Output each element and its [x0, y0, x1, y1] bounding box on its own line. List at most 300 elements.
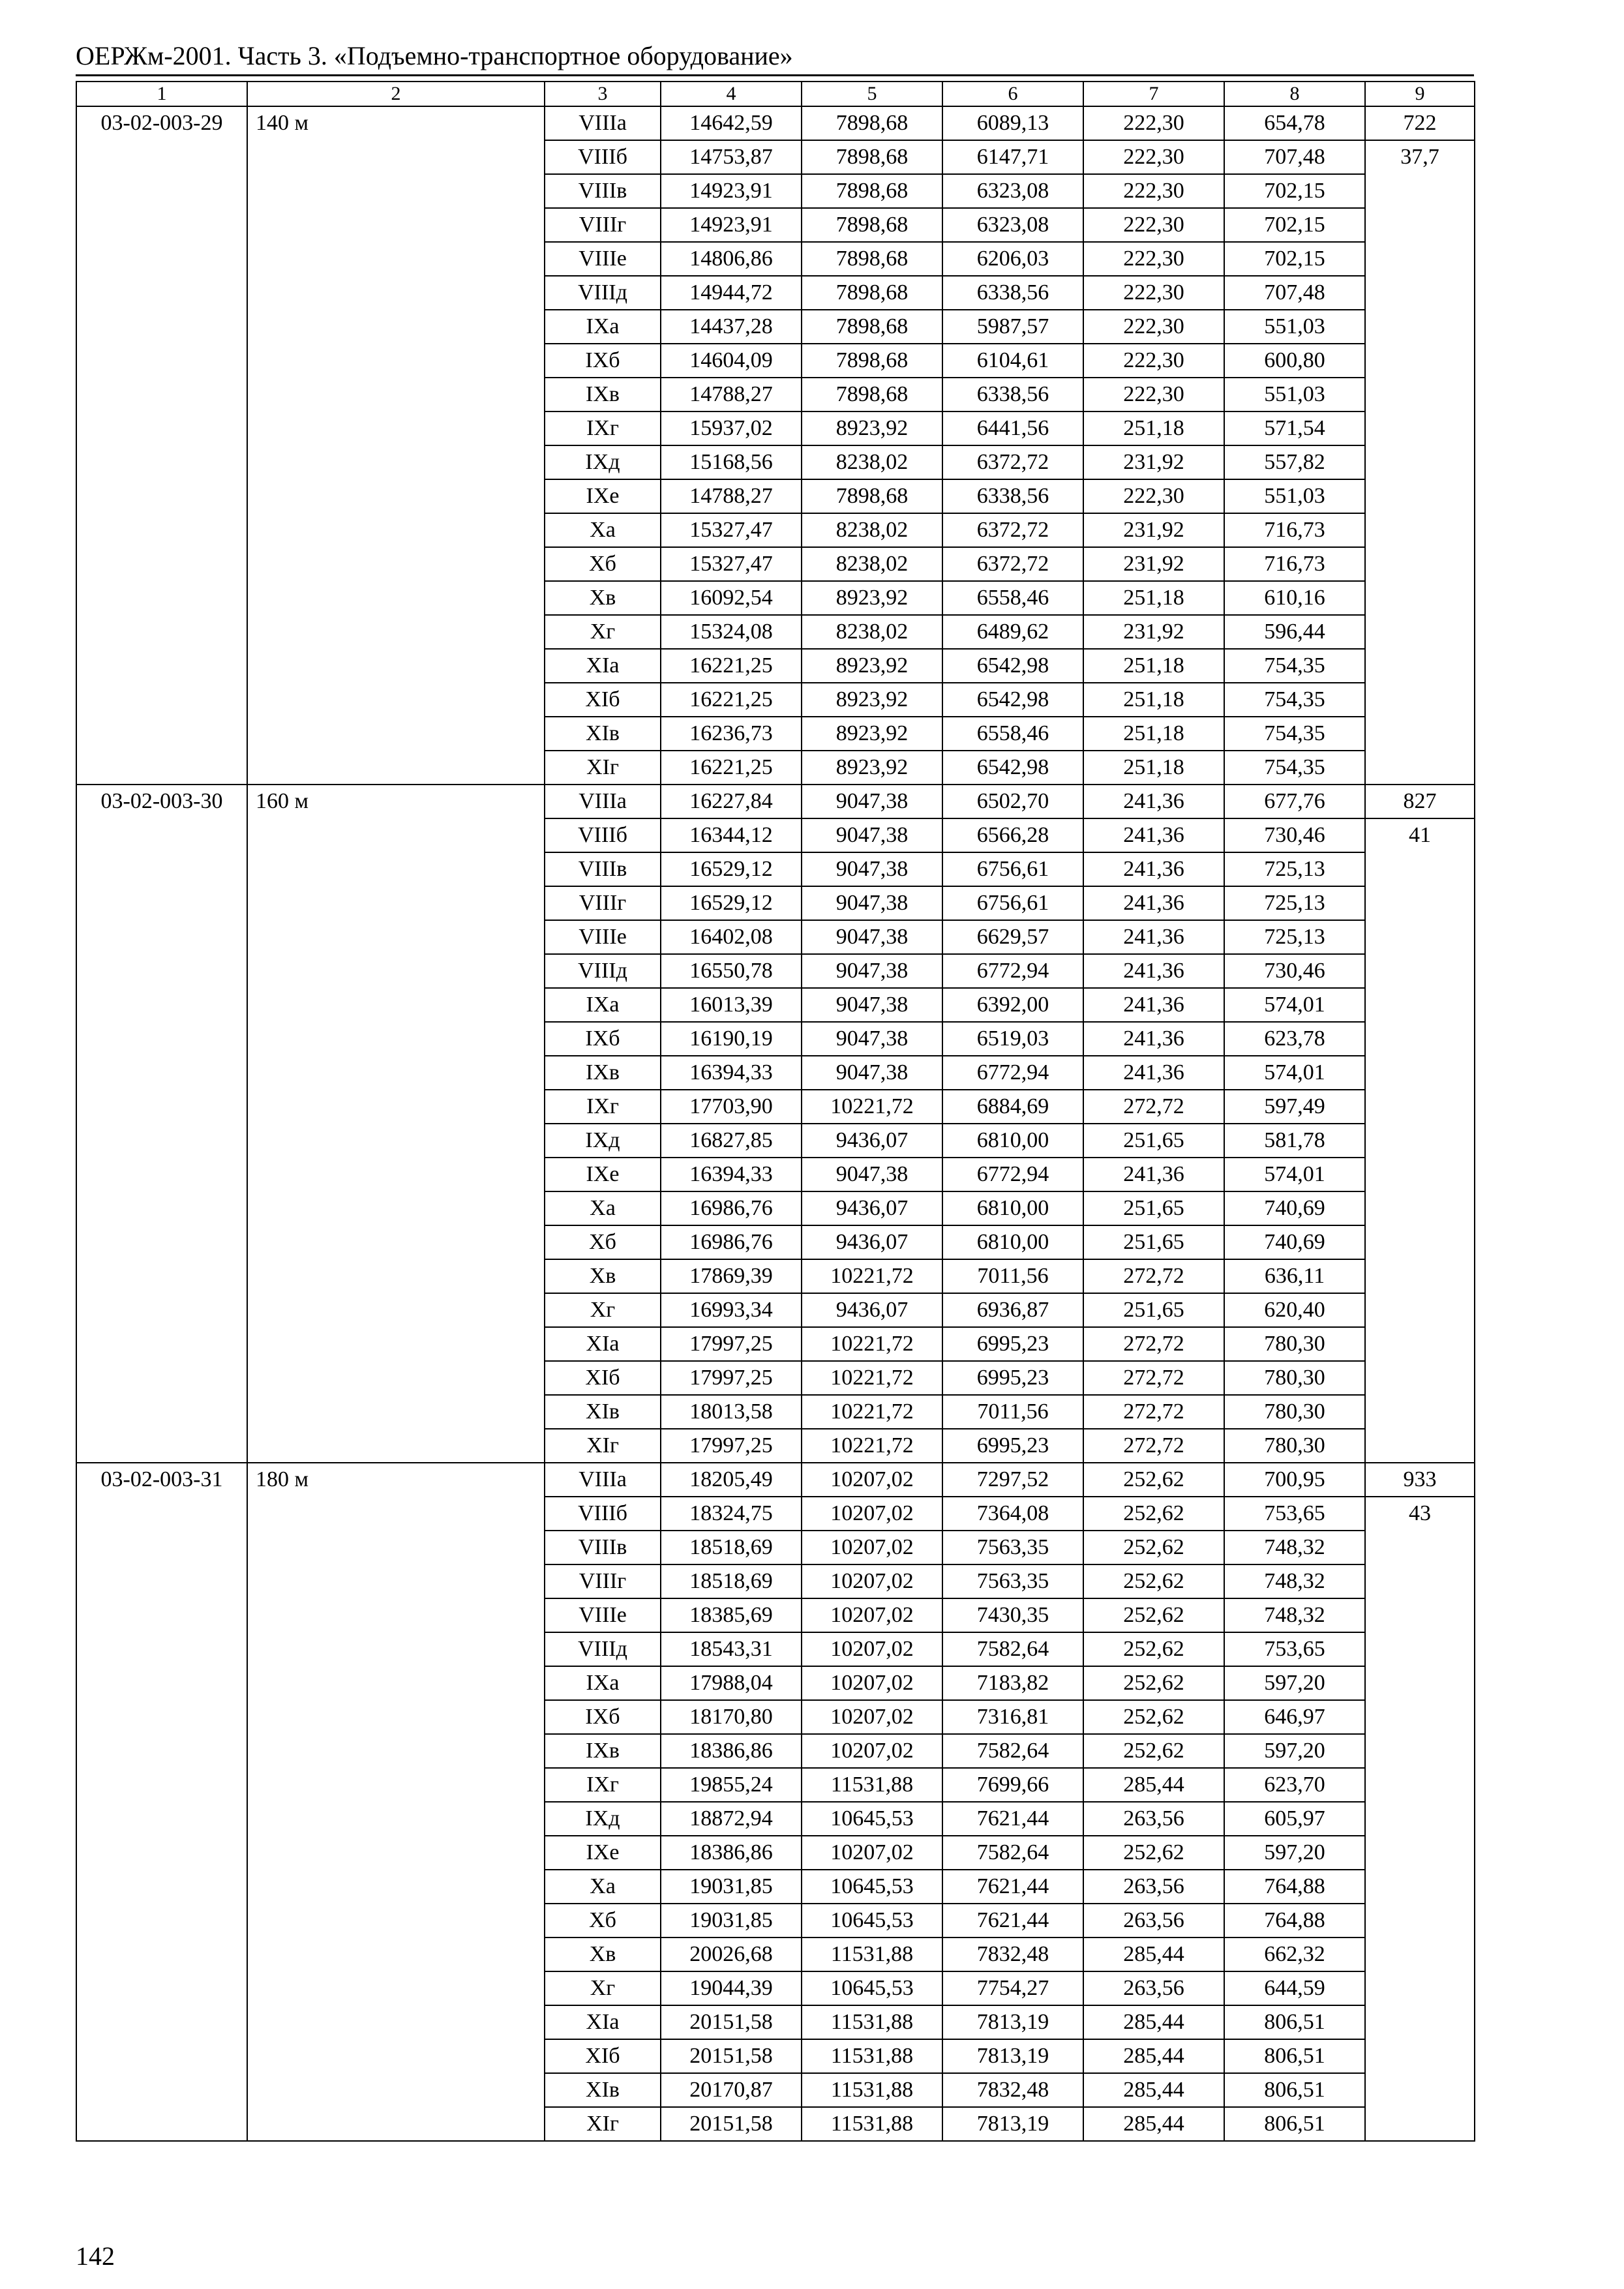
- value-cell: 252,62: [1083, 1666, 1224, 1700]
- rates-table: [76, 81, 1475, 2142]
- value-cell: 222,30: [1083, 378, 1224, 411]
- value-cell: 251,18: [1083, 751, 1224, 785]
- value-cell: 6884,69: [942, 1090, 1083, 1124]
- value-cell: 14923,91: [661, 208, 802, 242]
- value-cell: 16394,33: [661, 1056, 802, 1090]
- value-cell: 662,32: [1224, 1937, 1365, 1971]
- value-cell: 6558,46: [942, 717, 1083, 751]
- table-row: [76, 785, 1475, 818]
- value-cell: 780,30: [1224, 1327, 1365, 1361]
- value-cell: 574,01: [1224, 988, 1365, 1022]
- value-cell: 6441,56: [942, 411, 1083, 445]
- value-cell: 7563,35: [942, 1531, 1083, 1564]
- value-cell: 6756,61: [942, 886, 1083, 920]
- value-cell: 597,20: [1224, 1666, 1365, 1700]
- value-cell: 6629,57: [942, 920, 1083, 954]
- region-cell: IXд: [545, 445, 661, 479]
- value-cell: 20026,68: [661, 1937, 802, 1971]
- value-cell: 10645,53: [802, 1802, 942, 1836]
- header-rule: [76, 74, 1474, 76]
- region-cell: VIIIв: [545, 852, 661, 886]
- value-cell: 7832,48: [942, 2073, 1083, 2107]
- value-cell: 241,36: [1083, 920, 1224, 954]
- rate-code: 03-02-003-31: [76, 1463, 247, 2141]
- value-cell: 20151,58: [661, 2107, 802, 2141]
- value-cell: 251,18: [1083, 411, 1224, 445]
- value-cell: 597,20: [1224, 1734, 1365, 1768]
- rate-name: 180 м: [247, 1463, 545, 2141]
- value-cell: 6756,61: [942, 852, 1083, 886]
- region-cell: Xа: [545, 1870, 661, 1904]
- value-cell: 263,56: [1083, 1802, 1224, 1836]
- value-cell: 7011,56: [942, 1259, 1083, 1293]
- value-cell: 557,82: [1224, 445, 1365, 479]
- value-cell: 251,18: [1083, 581, 1224, 615]
- value-cell: 14806,86: [661, 242, 802, 276]
- value-cell: 15327,47: [661, 547, 802, 581]
- value-cell: 16394,33: [661, 1158, 802, 1191]
- region-cell: XIв: [545, 1395, 661, 1429]
- value-cell: 754,35: [1224, 717, 1365, 751]
- value-cell: 222,30: [1083, 310, 1224, 344]
- value-cell: 7898,68: [802, 479, 942, 513]
- labor-cost-value: 43: [1409, 1501, 1431, 1525]
- value-cell: 8238,02: [802, 547, 942, 581]
- value-cell: 14642,59: [661, 106, 802, 140]
- value-cell: 6089,13: [942, 106, 1083, 140]
- value-cell: 571,54: [1224, 411, 1365, 445]
- value-cell: 6995,23: [942, 1327, 1083, 1361]
- value-cell: 7898,68: [802, 140, 942, 174]
- region-cell: Xб: [545, 547, 661, 581]
- value-cell: 8923,92: [802, 581, 942, 615]
- rate-code: 03-02-003-30: [76, 785, 247, 1463]
- region-cell: VIIIа: [545, 1463, 661, 1497]
- value-cell: 753,65: [1224, 1632, 1365, 1666]
- value-cell: 272,72: [1083, 1090, 1224, 1124]
- value-cell: 7621,44: [942, 1802, 1083, 1836]
- value-cell: 241,36: [1083, 1056, 1224, 1090]
- value-cell: 231,92: [1083, 513, 1224, 547]
- region-cell: IXг: [545, 1768, 661, 1802]
- region-cell: XIа: [545, 2005, 661, 2039]
- value-cell: 6372,72: [942, 445, 1083, 479]
- value-cell: 222,30: [1083, 242, 1224, 276]
- value-cell: 10221,72: [802, 1259, 942, 1293]
- region-cell: XIб: [545, 1361, 661, 1395]
- value-cell: 285,44: [1083, 2005, 1224, 2039]
- value-cell: 251,18: [1083, 683, 1224, 717]
- value-cell: 10207,02: [802, 1632, 942, 1666]
- value-cell: 272,72: [1083, 1361, 1224, 1395]
- value-cell: 8923,92: [802, 683, 942, 717]
- region-cell: XIб: [545, 683, 661, 717]
- region-cell: VIIIе: [545, 920, 661, 954]
- labor-cost-value: 722: [1366, 107, 1474, 141]
- value-cell: 806,51: [1224, 2005, 1365, 2039]
- value-cell: 241,36: [1083, 852, 1224, 886]
- value-cell: 285,44: [1083, 1768, 1224, 1802]
- value-cell: 7813,19: [942, 2005, 1083, 2039]
- value-cell: 251,18: [1083, 649, 1224, 683]
- table-row: [76, 1463, 1475, 1497]
- value-cell: 754,35: [1224, 751, 1365, 785]
- region-cell: VIIIд: [545, 1632, 661, 1666]
- value-cell: 7183,82: [942, 1666, 1083, 1700]
- value-cell: 806,51: [1224, 2039, 1365, 2073]
- value-cell: 16221,25: [661, 683, 802, 717]
- region-cell: Xв: [545, 581, 661, 615]
- value-cell: 6502,70: [942, 785, 1083, 818]
- value-cell: 10221,72: [802, 1090, 942, 1124]
- value-cell: 285,44: [1083, 2073, 1224, 2107]
- value-cell: 9047,38: [802, 1158, 942, 1191]
- value-cell: 740,69: [1224, 1191, 1365, 1225]
- value-cell: 16236,73: [661, 717, 802, 751]
- value-cell: 654,78: [1224, 106, 1365, 140]
- value-cell: 10221,72: [802, 1429, 942, 1463]
- value-cell: 6147,71: [942, 140, 1083, 174]
- labor-cost-cell: [1365, 785, 1475, 1463]
- value-cell: 10207,02: [802, 1598, 942, 1632]
- value-cell: 7563,35: [942, 1564, 1083, 1598]
- value-cell: 285,44: [1083, 2039, 1224, 2073]
- value-cell: 7898,68: [802, 276, 942, 310]
- value-cell: 14604,09: [661, 344, 802, 378]
- value-cell: 17869,39: [661, 1259, 802, 1293]
- value-cell: 272,72: [1083, 1395, 1224, 1429]
- value-cell: 707,48: [1224, 276, 1365, 310]
- value-cell: 16221,25: [661, 649, 802, 683]
- value-cell: 7430,35: [942, 1598, 1083, 1632]
- value-cell: 241,36: [1083, 785, 1224, 818]
- value-cell: 10645,53: [802, 1971, 942, 2005]
- value-cell: 7898,68: [802, 208, 942, 242]
- value-cell: 610,16: [1224, 581, 1365, 615]
- value-cell: 222,30: [1083, 174, 1224, 208]
- value-cell: 16190,19: [661, 1022, 802, 1056]
- value-cell: 700,95: [1224, 1463, 1365, 1497]
- value-cell: 6338,56: [942, 378, 1083, 411]
- region-cell: IXб: [545, 344, 661, 378]
- value-cell: 7621,44: [942, 1870, 1083, 1904]
- value-cell: 6542,98: [942, 649, 1083, 683]
- region-cell: IXа: [545, 1666, 661, 1700]
- document-header: ОЕРЖм-2001. Часть 3. «Подъемно-транспортное оборудование»: [76, 41, 793, 70]
- region-cell: XIв: [545, 717, 661, 751]
- value-cell: 7582,64: [942, 1836, 1083, 1870]
- value-cell: 16344,12: [661, 818, 802, 852]
- value-cell: 597,20: [1224, 1836, 1365, 1870]
- value-cell: 623,70: [1224, 1768, 1365, 1802]
- value-cell: 748,32: [1224, 1564, 1365, 1598]
- value-cell: 7813,19: [942, 2107, 1083, 2141]
- value-cell: 263,56: [1083, 1904, 1224, 1937]
- labor-cost-value: 933: [1366, 1463, 1474, 1497]
- value-cell: 574,01: [1224, 1158, 1365, 1191]
- value-cell: 636,11: [1224, 1259, 1365, 1293]
- value-cell: 14753,87: [661, 140, 802, 174]
- region-cell: IXв: [545, 1056, 661, 1090]
- value-cell: 19031,85: [661, 1870, 802, 1904]
- value-cell: 18518,69: [661, 1564, 802, 1598]
- value-cell: 9047,38: [802, 954, 942, 988]
- value-cell: 6558,46: [942, 581, 1083, 615]
- value-cell: 14788,27: [661, 479, 802, 513]
- value-cell: 6206,03: [942, 242, 1083, 276]
- value-cell: 231,92: [1083, 615, 1224, 649]
- value-cell: 9047,38: [802, 920, 942, 954]
- region-cell: Xг: [545, 1971, 661, 2005]
- region-cell: Xа: [545, 513, 661, 547]
- value-cell: 16529,12: [661, 852, 802, 886]
- value-cell: 285,44: [1083, 1937, 1224, 1971]
- value-cell: 716,73: [1224, 547, 1365, 581]
- value-cell: 7621,44: [942, 1904, 1083, 1937]
- value-cell: 14788,27: [661, 378, 802, 411]
- column-number: 5: [802, 82, 942, 106]
- value-cell: 252,62: [1083, 1632, 1224, 1666]
- region-cell: VIIIв: [545, 1531, 661, 1564]
- value-cell: 596,44: [1224, 615, 1365, 649]
- value-cell: 7582,64: [942, 1632, 1083, 1666]
- value-cell: 754,35: [1224, 683, 1365, 717]
- value-cell: 6810,00: [942, 1191, 1083, 1225]
- value-cell: 18386,86: [661, 1836, 802, 1870]
- value-cell: 6995,23: [942, 1429, 1083, 1463]
- region-cell: IXв: [545, 378, 661, 411]
- column-number: 7: [1083, 82, 1224, 106]
- value-cell: 9047,38: [802, 1056, 942, 1090]
- value-cell: 10207,02: [802, 1836, 942, 1870]
- region-cell: XIг: [545, 751, 661, 785]
- labor-cost-value: 37,7: [1400, 145, 1439, 169]
- value-cell: 10207,02: [802, 1734, 942, 1768]
- value-cell: 11531,88: [802, 2073, 942, 2107]
- region-cell: Xа: [545, 1191, 661, 1225]
- region-cell: Xг: [545, 615, 661, 649]
- value-cell: 6338,56: [942, 479, 1083, 513]
- value-cell: 7297,52: [942, 1463, 1083, 1497]
- value-cell: 10221,72: [802, 1327, 942, 1361]
- value-cell: 11531,88: [802, 2039, 942, 2073]
- region-cell: VIIIе: [545, 1598, 661, 1632]
- value-cell: 18386,86: [661, 1734, 802, 1768]
- value-cell: 6566,28: [942, 818, 1083, 852]
- region-cell: XIг: [545, 1429, 661, 1463]
- page-number: 142: [76, 2241, 115, 2271]
- region-cell: VIIIе: [545, 242, 661, 276]
- value-cell: 252,62: [1083, 1463, 1224, 1497]
- value-cell: 20170,87: [661, 2073, 802, 2107]
- value-cell: 241,36: [1083, 818, 1224, 852]
- labor-cost-value: 41: [1409, 823, 1431, 847]
- region-cell: XIа: [545, 649, 661, 683]
- value-cell: 18518,69: [661, 1531, 802, 1564]
- region-cell: IXг: [545, 411, 661, 445]
- value-cell: 754,35: [1224, 649, 1365, 683]
- value-cell: 9047,38: [802, 1022, 942, 1056]
- table-body: [76, 106, 1475, 2141]
- value-cell: 251,65: [1083, 1124, 1224, 1158]
- value-cell: 222,30: [1083, 479, 1224, 513]
- column-number: 4: [661, 82, 802, 106]
- rate-name: 140 м: [247, 106, 545, 785]
- value-cell: 6372,72: [942, 513, 1083, 547]
- value-cell: 10645,53: [802, 1870, 942, 1904]
- region-cell: IXе: [545, 1836, 661, 1870]
- value-cell: 17703,90: [661, 1090, 802, 1124]
- value-cell: 8923,92: [802, 411, 942, 445]
- value-cell: 644,59: [1224, 1971, 1365, 2005]
- region-cell: Xб: [545, 1225, 661, 1259]
- value-cell: 272,72: [1083, 1259, 1224, 1293]
- value-cell: 6810,00: [942, 1225, 1083, 1259]
- value-cell: 18872,94: [661, 1802, 802, 1836]
- value-cell: 20151,58: [661, 2039, 802, 2073]
- value-cell: 14944,72: [661, 276, 802, 310]
- value-cell: 6936,87: [942, 1293, 1083, 1327]
- value-cell: 20151,58: [661, 2005, 802, 2039]
- labor-cost-cell: [1365, 1463, 1475, 2141]
- value-cell: 252,62: [1083, 1700, 1224, 1734]
- value-cell: 16227,84: [661, 785, 802, 818]
- region-cell: Xб: [545, 1904, 661, 1937]
- value-cell: 5987,57: [942, 310, 1083, 344]
- value-cell: 251,18: [1083, 717, 1224, 751]
- value-cell: 6338,56: [942, 276, 1083, 310]
- value-cell: 9436,07: [802, 1225, 942, 1259]
- value-cell: 748,32: [1224, 1531, 1365, 1564]
- value-cell: 222,30: [1083, 208, 1224, 242]
- value-cell: 19855,24: [661, 1768, 802, 1802]
- value-cell: 8923,92: [802, 751, 942, 785]
- value-cell: 10207,02: [802, 1564, 942, 1598]
- value-cell: 16221,25: [661, 751, 802, 785]
- value-cell: 725,13: [1224, 886, 1365, 920]
- value-cell: 9436,07: [802, 1293, 942, 1327]
- region-cell: Xв: [545, 1937, 661, 1971]
- value-cell: 6372,72: [942, 547, 1083, 581]
- value-cell: 18324,75: [661, 1497, 802, 1531]
- value-cell: 18013,58: [661, 1395, 802, 1429]
- value-cell: 19031,85: [661, 1904, 802, 1937]
- labor-cost-value: 827: [1366, 785, 1474, 819]
- value-cell: 252,62: [1083, 1836, 1224, 1870]
- value-cell: 8923,92: [802, 649, 942, 683]
- value-cell: 11531,88: [802, 2005, 942, 2039]
- value-cell: 620,40: [1224, 1293, 1365, 1327]
- value-cell: 8923,92: [802, 717, 942, 751]
- value-cell: 597,49: [1224, 1090, 1365, 1124]
- value-cell: 6995,23: [942, 1361, 1083, 1395]
- region-cell: VIIIб: [545, 140, 661, 174]
- value-cell: 222,30: [1083, 140, 1224, 174]
- value-cell: 7699,66: [942, 1768, 1083, 1802]
- value-cell: 16529,12: [661, 886, 802, 920]
- value-cell: 551,03: [1224, 479, 1365, 513]
- value-cell: 14923,91: [661, 174, 802, 208]
- value-cell: 806,51: [1224, 2073, 1365, 2107]
- value-cell: 241,36: [1083, 1022, 1224, 1056]
- value-cell: 725,13: [1224, 920, 1365, 954]
- value-cell: 806,51: [1224, 2107, 1365, 2141]
- value-cell: 7898,68: [802, 344, 942, 378]
- value-cell: 222,30: [1083, 106, 1224, 140]
- value-cell: 10221,72: [802, 1395, 942, 1429]
- value-cell: 764,88: [1224, 1870, 1365, 1904]
- value-cell: 702,15: [1224, 208, 1365, 242]
- value-cell: 8238,02: [802, 445, 942, 479]
- region-cell: VIIIд: [545, 276, 661, 310]
- value-cell: 6323,08: [942, 174, 1083, 208]
- value-cell: 9047,38: [802, 988, 942, 1022]
- value-cell: 272,72: [1083, 1429, 1224, 1463]
- table-row: [76, 106, 1475, 140]
- region-cell: IXе: [545, 1158, 661, 1191]
- value-cell: 251,65: [1083, 1191, 1224, 1225]
- value-cell: 7898,68: [802, 310, 942, 344]
- region-cell: IXа: [545, 310, 661, 344]
- region-cell: IXб: [545, 1022, 661, 1056]
- region-cell: Xг: [545, 1293, 661, 1327]
- value-cell: 16092,54: [661, 581, 802, 615]
- value-cell: 241,36: [1083, 988, 1224, 1022]
- value-cell: 11531,88: [802, 1768, 942, 1802]
- value-cell: 10207,02: [802, 1497, 942, 1531]
- value-cell: 251,65: [1083, 1293, 1224, 1327]
- value-cell: 263,56: [1083, 1870, 1224, 1904]
- region-cell: VIIIв: [545, 174, 661, 208]
- value-cell: 252,62: [1083, 1497, 1224, 1531]
- value-cell: 231,92: [1083, 445, 1224, 479]
- value-cell: 285,44: [1083, 2107, 1224, 2141]
- value-cell: 231,92: [1083, 547, 1224, 581]
- value-cell: 18385,69: [661, 1598, 802, 1632]
- region-cell: VIIIа: [545, 106, 661, 140]
- value-cell: 18543,31: [661, 1632, 802, 1666]
- value-cell: 16550,78: [661, 954, 802, 988]
- value-cell: 252,62: [1083, 1734, 1224, 1768]
- value-cell: 6489,62: [942, 615, 1083, 649]
- value-cell: 780,30: [1224, 1429, 1365, 1463]
- value-cell: 251,65: [1083, 1225, 1224, 1259]
- value-cell: 7832,48: [942, 1937, 1083, 1971]
- value-cell: 716,73: [1224, 513, 1365, 547]
- value-cell: 16986,76: [661, 1191, 802, 1225]
- value-cell: 10207,02: [802, 1531, 942, 1564]
- value-cell: 252,62: [1083, 1564, 1224, 1598]
- value-cell: 581,78: [1224, 1124, 1365, 1158]
- value-cell: 740,69: [1224, 1225, 1365, 1259]
- value-cell: 10207,02: [802, 1463, 942, 1497]
- column-number: 9: [1365, 82, 1475, 106]
- value-cell: 18170,80: [661, 1700, 802, 1734]
- value-cell: 17997,25: [661, 1327, 802, 1361]
- value-cell: 748,32: [1224, 1598, 1365, 1632]
- region-cell: IXд: [545, 1802, 661, 1836]
- region-cell: VIIIг: [545, 1564, 661, 1598]
- value-cell: 11531,88: [802, 2107, 942, 2141]
- value-cell: 8238,02: [802, 615, 942, 649]
- value-cell: 241,36: [1083, 954, 1224, 988]
- region-cell: VIIIг: [545, 886, 661, 920]
- value-cell: 9436,07: [802, 1191, 942, 1225]
- value-cell: 7898,68: [802, 242, 942, 276]
- value-cell: 17997,25: [661, 1361, 802, 1395]
- value-cell: 702,15: [1224, 174, 1365, 208]
- value-cell: 605,97: [1224, 1802, 1365, 1836]
